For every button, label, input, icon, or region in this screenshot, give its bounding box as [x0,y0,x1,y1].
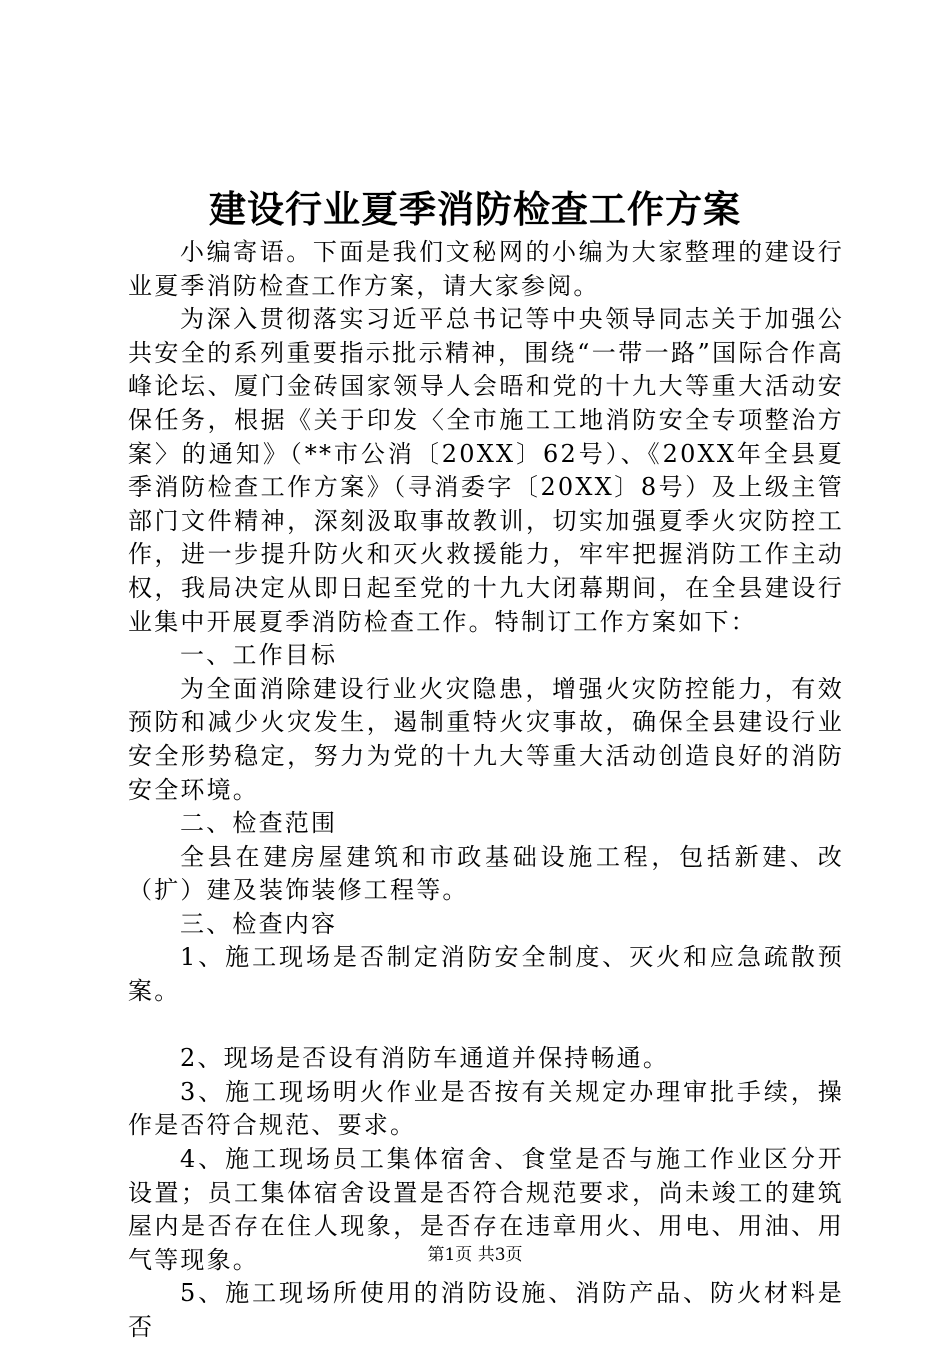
content-item-2: 2、现场是否设有消防车通道并保持畅通。 [180,1044,670,1073]
content-item-4: 4、施工现场员工集体宿舍、食堂是否与施工作业区分开设置；员工集体宿舍设置是否符合规范要求，尚未竣工的建筑屋内是否存在住人现象，是否存在违章用火、用电、用油、用气等现象。 [128,1145,844,1274]
section-heading-scope: 二、检查范围 [180,809,338,838]
intro-paragraph: 小编寄语。下面是我们文秘网的小编为大家整理的建设行业夏季消防检查工作方案，请大家参阅。 [128,238,844,300]
document-title: 建设行业夏季消防检查工作方案 [209,187,741,231]
document-body [128,236,844,1345]
background-paragraph: 为深入贯彻落实习近平总书记等中央领导同志关于加强公共安全的系列重要指示批示精神，围绕“一带一路”国际合作高峰论坛、厦门金砖国家领导人会晤和党的十九大等重大活动安保任务，根据《关于印发〈全市施工工地消防安全专项整治方案〉的通知》（**市公消〔20XX〕62号）、《20XX年全县夏季消防检查工作方案》（寻消委字〔20XX〕8号）及上级主管部门文件精神，深刻汲取事故教训，切实加强夏季火灾防控工作，进一步提升防火和灭火救援能力，牢牢把握消防工作主动权，我局决定从即日起至党的十九大闭幕期间，在全县建设行业集中开展夏季消防检查工作。特制订工作方案如下： [128,305,844,636]
content-item-3: 3、施工现场明火作业是否按有关规定办理审批手续，操作是否符合规范、要求。 [128,1077,844,1140]
goals-paragraph: 为全面消除建设行业火灾隐患，增强火灾防控能力，有效预防和减少火灾发生，遏制重特火灾事故，确保全县建设行业安全形势稳定，努力为党的十九大等重大活动创造良好的消防安全环境。 [128,674,844,804]
section-heading-content: 三、检查内容 [180,909,338,938]
content-item-5: 5、施工现场所使用的消防设施、消防产品、防火材料是否 [128,1279,844,1341]
content-item-1: 1、施工现场是否制定消防安全制度、灭火和应急疏散预案。 [128,943,844,1006]
page-footer: 第1页 共3页 [427,1245,523,1265]
section-heading-goals: 一、工作目标 [180,641,338,670]
scope-paragraph: 全县在建房屋建筑和市政基础设施工程，包括新建、改（扩）建及装饰装修工程等。 [128,842,844,905]
